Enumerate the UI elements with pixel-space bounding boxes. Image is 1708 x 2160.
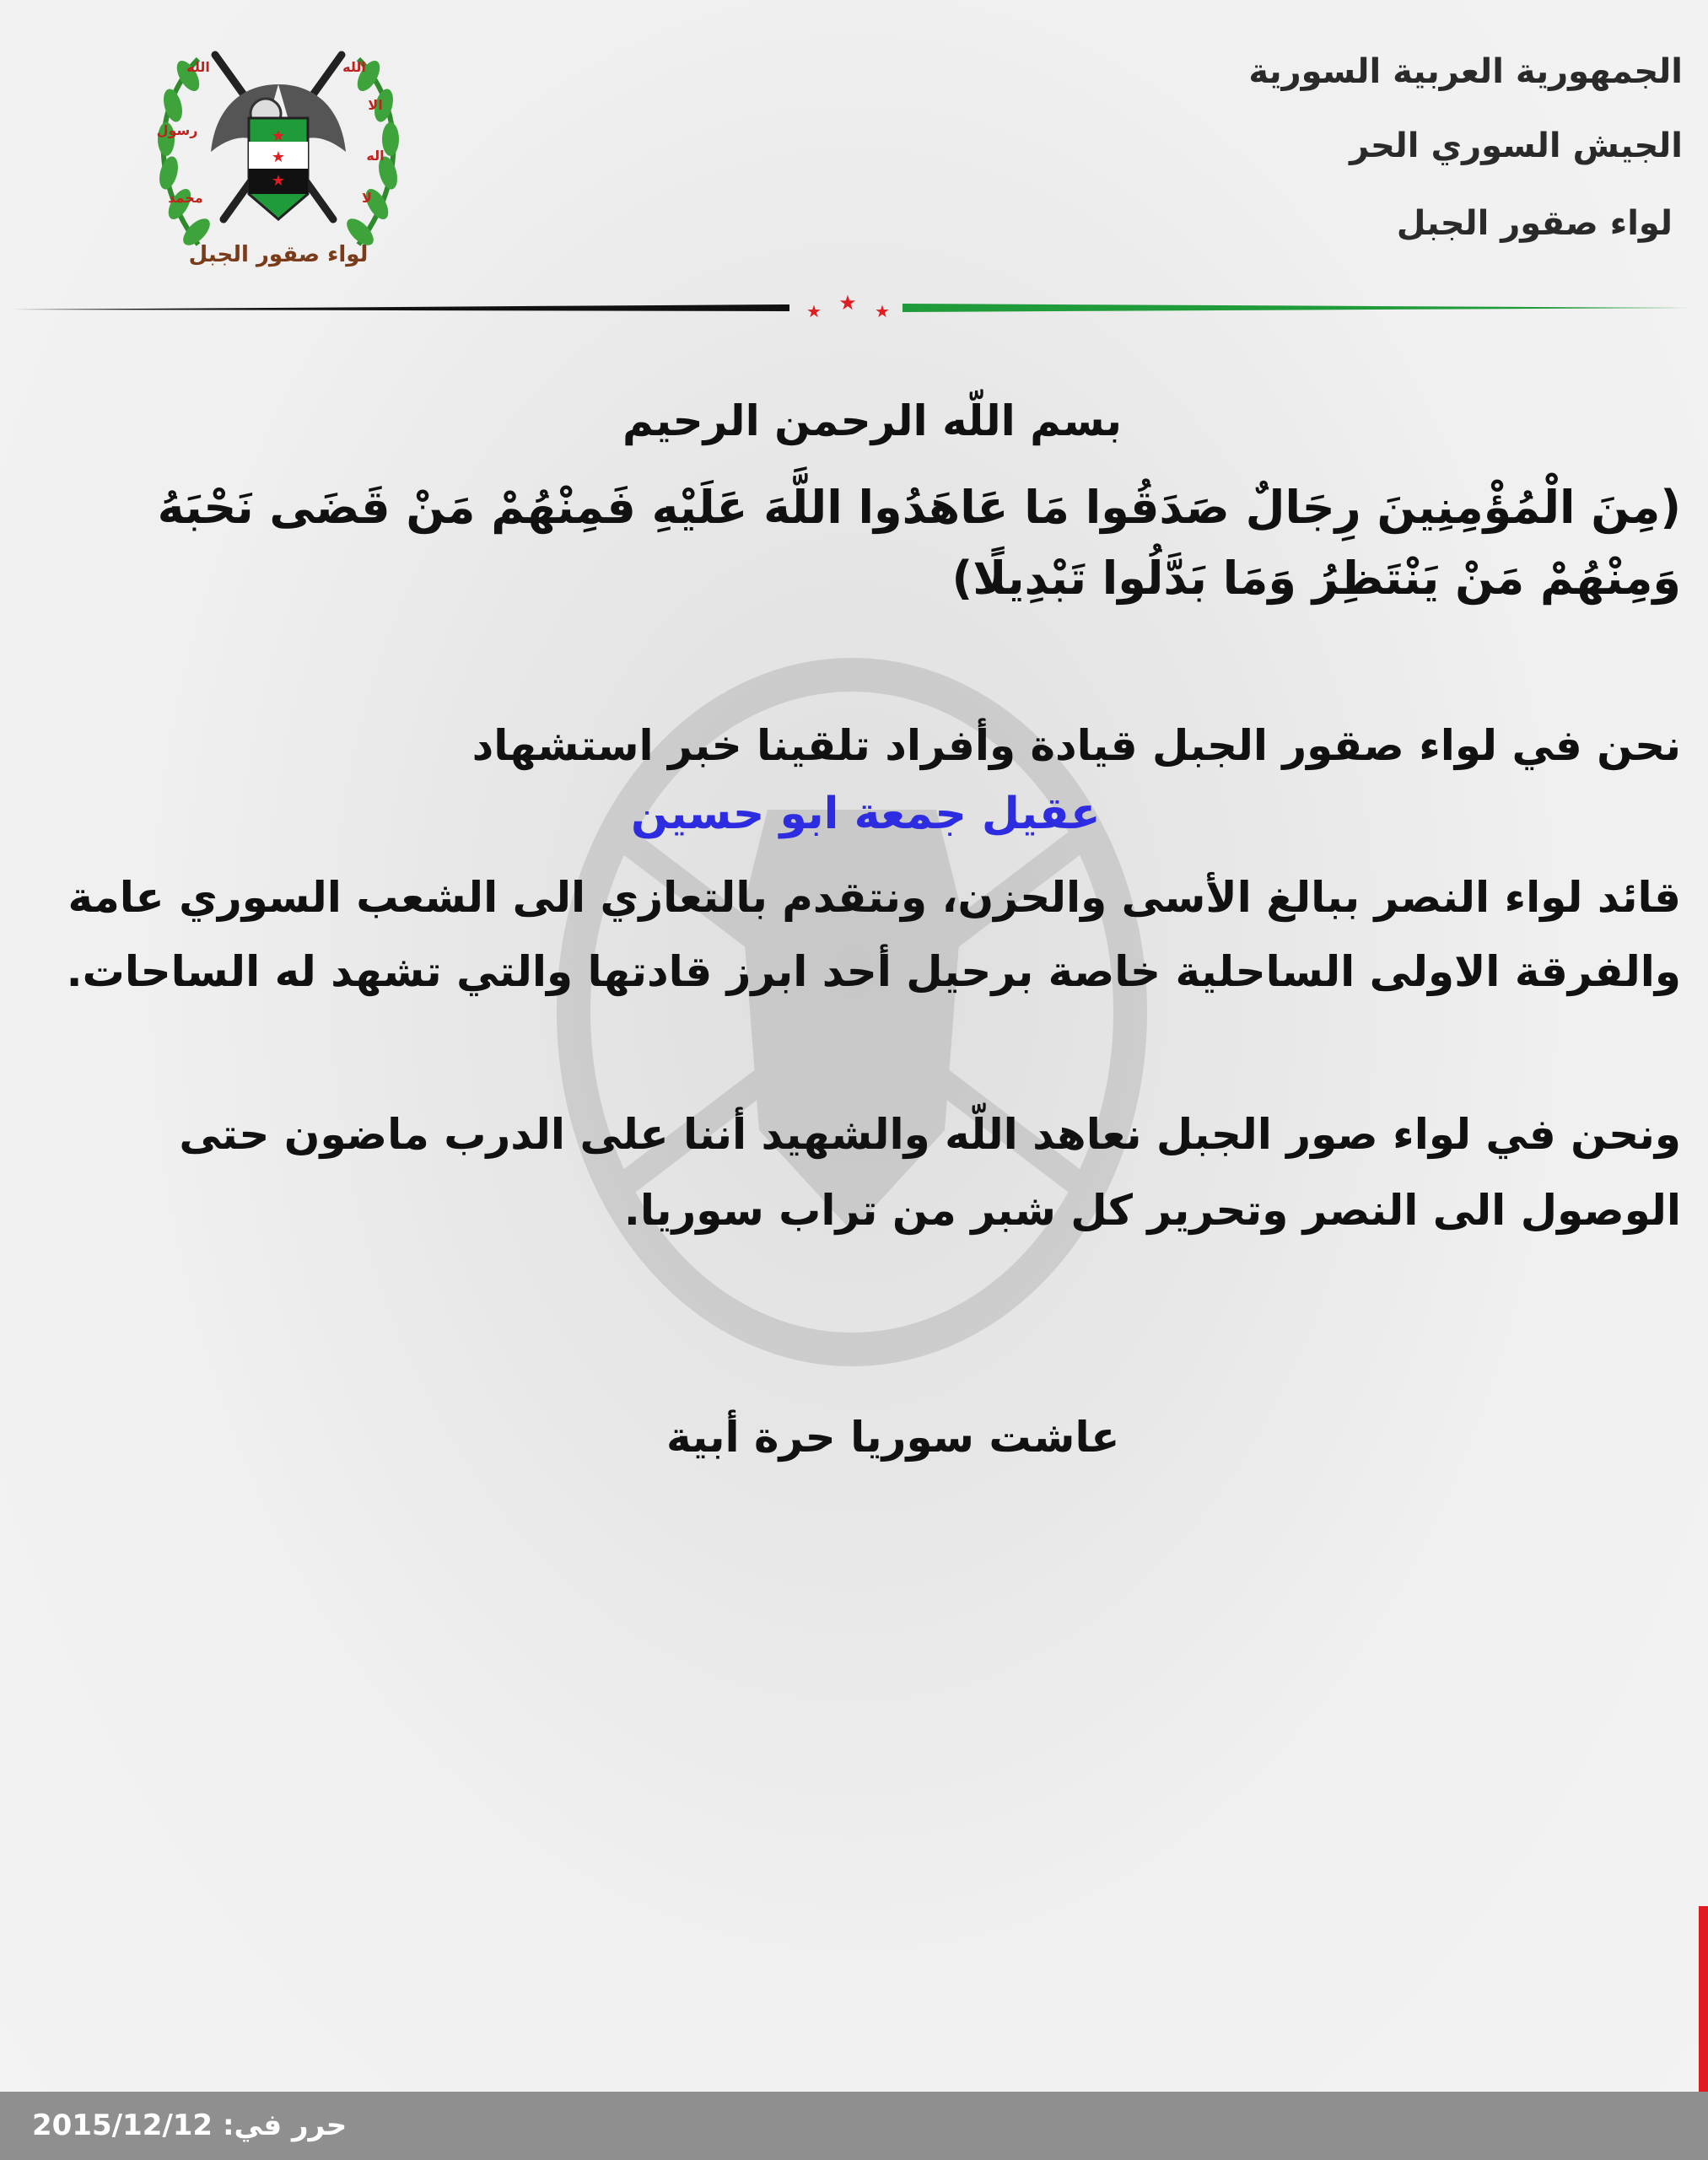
pledge-paragraph: ونحن في لواء صور الجبل نعاهد اللّه والشهيد أننا على الدرب ماضون حتى الوصول الى النصر وتحرير كل شبر من تراب سوريا. — [179, 1110, 1681, 1235]
logo-word-right-3: اله — [366, 148, 385, 164]
announcement-paragraph: نحن في لواء صقور الجبل قيادة وأفراد تلقينا خبر استشهاد — [471, 721, 1681, 770]
red-accent-bar — [1699, 1906, 1708, 2092]
footer-issued-date — [32, 2109, 347, 2142]
svg-text:★: ★ — [271, 127, 286, 145]
header-line-brigade: لواء صقور الجبل — [1396, 204, 1673, 243]
quran-verse: (مِنَ الْمُؤْمِنِينَ رِجَالٌ صَدَقُوا مَا عَاهَدُوا اللَّهَ عَلَيْهِ فَمِنْهُمْ مَنْ قَضَى نَحْبَهُ وَمِنْهُمْ مَنْ يَنْتَظِرُ وَمَا بَدَّلُوا تَبْدِيلًا) — [157, 481, 1681, 605]
svg-text:★: ★ — [271, 172, 286, 190]
logo-word-right-1: الله — [342, 59, 366, 75]
laurel-left-icon — [156, 57, 214, 250]
footer-date: 2015/12/12 — [32, 2109, 213, 2142]
divider-star-icon: ★ — [806, 301, 822, 321]
header-line-republic: الجمهورية العربية السورية — [1248, 52, 1683, 91]
divider-star-icon: ★ — [875, 301, 890, 321]
divider-star-icon: ★ — [838, 291, 857, 315]
logo-word-left-1: الله — [186, 59, 210, 75]
logo-caption: لواء صقور الجبل — [188, 242, 369, 267]
closing-slogan: عاشت سوريا حرة أبية — [666, 1413, 1120, 1462]
brigade-logo — [122, 25, 434, 278]
logo-word-right-2: الا — [368, 97, 383, 113]
condolence-paragraph: قائد لواء النصر ببالغ الأسى والحزن، ونتقدم بالتعازي الى الشعب السوري عامة والفرقة الاولى الساحلية خاصة برحيل أحد ابرز قادتها والتي تشهد له الساحات. — [66, 873, 1681, 996]
svg-text:★: ★ — [271, 148, 286, 166]
footer-label: حرر في: — [222, 2109, 348, 2142]
logo-word-right-4: لا — [362, 190, 372, 206]
martyr-name: عقيل جمعة ابو حسين — [631, 789, 1101, 839]
flag-divider — [0, 291, 1708, 325]
basmala: بسم اللّه الرحمن الرحيم — [622, 396, 1122, 445]
flag-shield-icon — [249, 118, 308, 219]
header-line-army: الجيش السوري الحر — [1350, 127, 1683, 165]
logo-word-left-2: رسول — [156, 122, 198, 138]
logo-word-left-3: محمد — [168, 190, 203, 206]
